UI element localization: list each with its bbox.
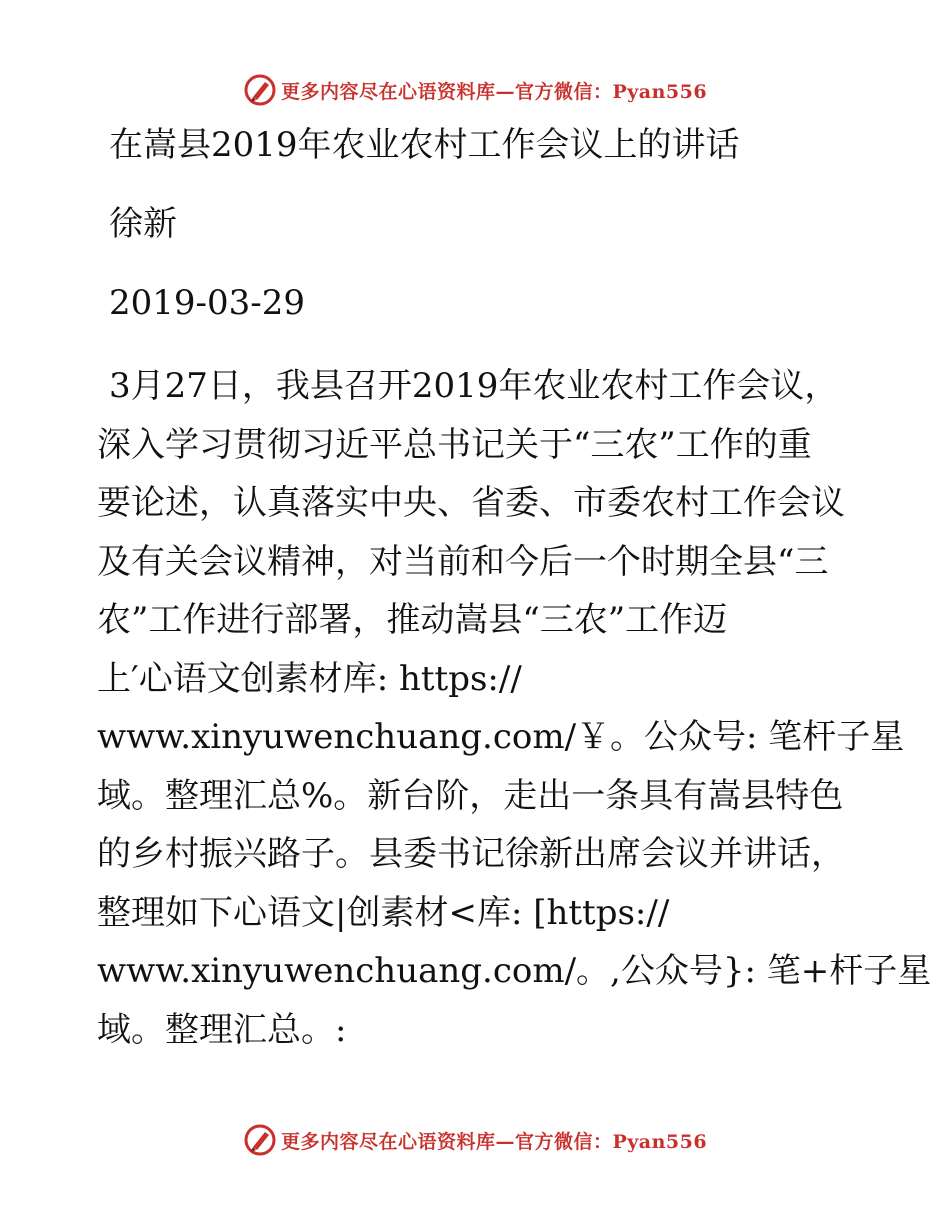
paragraph-line: 深入学习贯彻习近平总书记关于“三农”工作的重	[97, 424, 812, 465]
paragraph-line: 域。整理汇总%。新台阶，走出一条具有嵩县特色	[97, 775, 844, 816]
paragraph-line: 要论述，认真落实中央、省委、市委农村工作会议	[97, 483, 845, 523]
paragraph-line: 农”工作进行部署，推动嵩县“三农”工作迈	[97, 600, 728, 640]
document-date: 2019-03-29	[109, 283, 306, 323]
paragraph-line: www.xinyuwenchuang.com/。,公众号}: 笔+杆子星	[97, 951, 932, 991]
paragraph-line: 3月27日，我县召开2019年农业农村工作会议，	[109, 366, 839, 406]
paragraph-line: 上′心语文创素材库: https://	[97, 658, 522, 699]
pen-circle-logo-icon	[243, 73, 277, 107]
paragraph-line: www.xinyuwenchuang.com/￥。公众号: 笔杆子星	[97, 717, 905, 757]
watermark-banner-top	[0, 70, 950, 110]
watermark-banner-bottom	[0, 1120, 950, 1160]
watermark-text-bottom: 更多内容尽在心语资料库—官方微信：Pyan556	[280, 1130, 708, 1153]
paragraph-line: 整理如下心语文|创素材<库: [https://	[97, 892, 670, 933]
document-body	[97, 122, 932, 1059]
paragraph-line: 及有关会议精神，对当前和今后一个时期全县“三	[97, 541, 829, 582]
watermark-text-top: 更多内容尽在心语资料库—官方微信：Pyan556	[280, 80, 708, 103]
pen-circle-logo-icon	[243, 1123, 277, 1157]
document-paragraph	[97, 357, 932, 1059]
paragraph-line: 域。整理汇总。:	[97, 1009, 347, 1050]
paragraph-line: 的乡村振兴路子。县委书记徐新出席会议并讲话，	[97, 834, 845, 874]
document-author: 徐新	[109, 204, 177, 244]
document-title: 在嵩县2019年农业农村工作会议上的讲话	[109, 125, 740, 165]
